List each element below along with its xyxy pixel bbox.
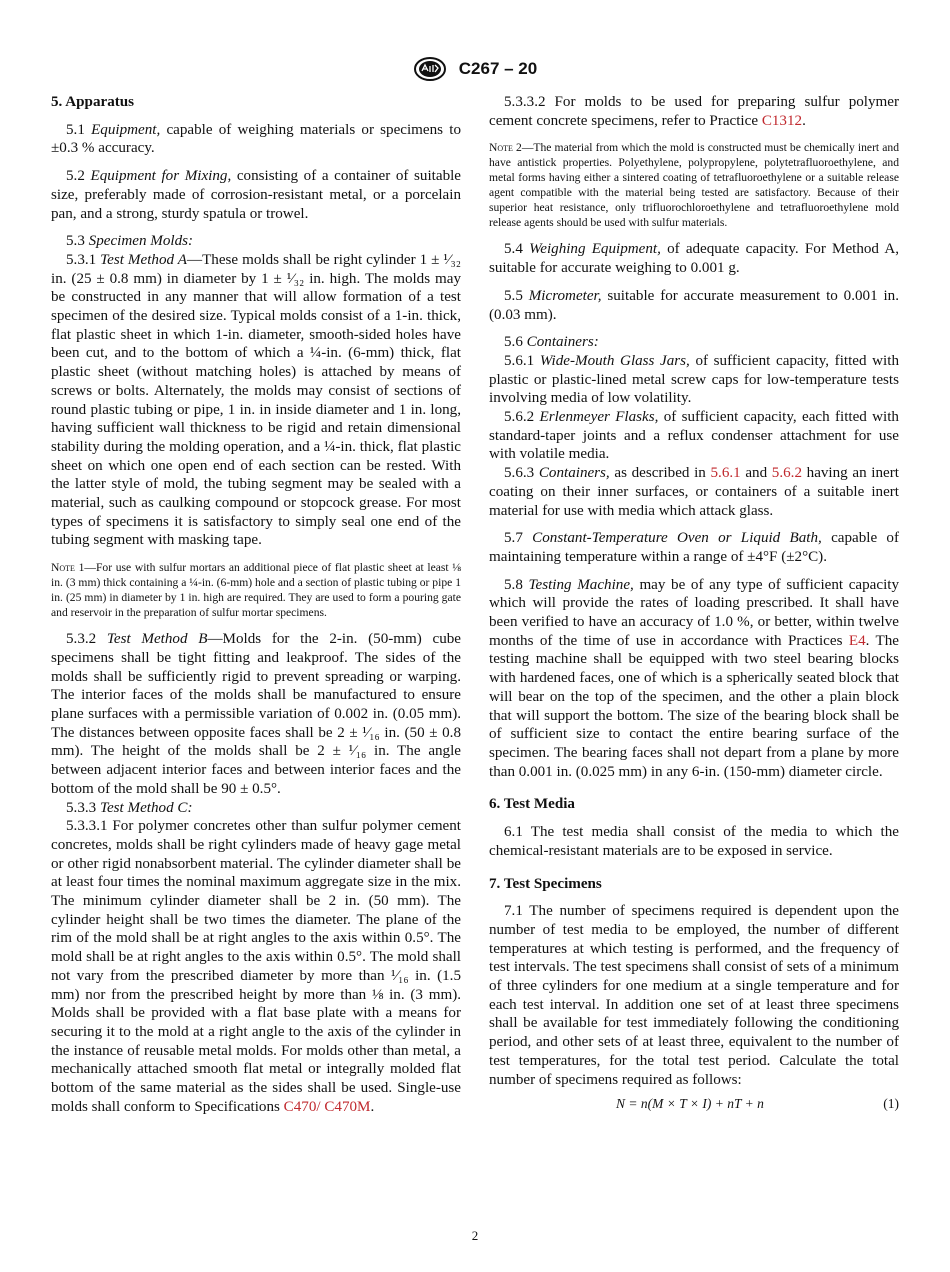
left-column (51, 93, 461, 1116)
paragraph-5-4: 5.4 Weighing Equipment, of adequate capacity. For Method A, suitable for accurate weighing to 0.001 g. (489, 241, 899, 277)
paragraph-5-1: 5.1 Equipment, capable of weighing materials or specimens to ±0.3 % accuracy. (51, 121, 461, 157)
paragraph-5-6-1: 5.6.1 Wide-Mouth Glass Jars, of sufficient capacity, fitted with plastic or plastic-lined metal screw caps for low-temperature tests involving media of low volatility. (489, 352, 899, 407)
note-1: Note 1—For use with sulfur mortars an additional piece of flat plastic sheet at least ⅛ in. (3 mm) thick containing a ¼-in. (6-mm) hole and a section of plastic tubing or pipe 1 in. (25 mm) in diameter by 1 in. high are required. They are used to form a pouring gate and reservoir in the preparation of sulfur mortar specimens. (51, 561, 461, 620)
paragraph-5-2: 5.2 Equipment for Mixing, consisting of a container of suitable size, preferably made of corrosion-resistant metal, or a porcelain pan, and a strong, sturdy spatula or trowel. (51, 168, 462, 222)
link-c470[interactable]: C470/ C470M (283, 1098, 371, 1115)
paragraph-5-6-3: 5.6.3 Containers, as described in 5.6.1 and 5.6.2 having an inert coating on their inner surfaces, or containers of a suitable inert material for use with media which attack glass. (489, 465, 899, 519)
paragraph-5-7: 5.7 Constant-Temperature Oven or Liquid Bath, capable of maintaining temperature within a range of ±4°F (±2°C). (489, 530, 899, 565)
designation: C267 – 20 (458, 59, 538, 78)
equation-formula: N = n(M × T × I) + nT + n (616, 1096, 764, 1112)
paragraph-7-1: 7.1 The number of specimens required is dependent upon the number of test media to be employed, the number of different temperatures at which testing is performed, and the frequency of test intervals. The test specimens shall consist of sets of a minimum of three cylinders for one medium at a single temperature and for each test interval. In addition one set of at least three specimens shall be available for test immediately following the conditioning period, and other sets of at least three, equivalent to the number of test temperatures, for the total test period. Calculate the total number of specimens required as follows: (489, 903, 899, 1088)
right-column (489, 93, 899, 1115)
paragraph-6-1: 6.1 The test media shall consist of the media to which the chemical-resistant materials are to be exposed in service. (489, 824, 899, 859)
paragraph-5-3-3: 5.3.3 Test Method C: (66, 799, 193, 816)
link-c1312[interactable]: C1312 (761, 112, 803, 129)
link-5-6-2[interactable]: 5.6.2 (771, 465, 802, 482)
paragraph-5-3-3-2: 5.3.3.2 For molds to be used for preparing sulfur polymer cement concrete specimens, refer to Practice C1312. (489, 94, 899, 129)
page-number: 2 (471, 1228, 479, 1243)
link-e4[interactable]: E4 (848, 632, 866, 649)
paragraph-5-3-2: 5.3.2 Test Method B—Molds for the 2-in. (50-mm) cube specimens shall be tight fitting and leakproof. The sides of the molds shall be sufficiently rigid to prevent spreading or warping. The interior faces of the molds shall be manufactured to ensure plane surfaces with a permissible variation of 0.002 in. (0.05 mm). The distances between opposite faces shall be 2 ± ¹⁄₁₆ in. (50 ± 0.8 mm). The height of the molds shall be 2 ± ¹⁄₁₆ in. The angle between adjacent interior faces and between interior faces and the bottom of the mold shall be 90 ± 0.5°. (51, 631, 461, 797)
paragraph-5-3-1: 5.3.1 Test Method A—These molds shall be right cylinder 1 ± ¹⁄₃₂ in. (25 ± 0.8 mm) in diameter by 1 ± ¹⁄₃₂ in. high. The molds may be constructed in any manner that will allow formation of a test specimen of the desired size. Typical molds consist of a 1-in. thick, flat plastic sheet in which 1-in. diameter, smooth-sided holes have been cut, and to the bottom of which a ¼-in. (6-mm) thick, flat plastic sheet (without matching holes) is attached by means of screws or bolts. Alternately, the molds may consist of sections of round plastic tubing or pipe, 1 in. in inside diameter and 1 in. long, having sufficient wall thickness to be rigid and retain dimensional stability during the molding operation, and a ¼-in. thick, flat plastic sheet on which one open end of each section can be rested. With the latter style of mold, the tubing segment may be sealed with a material, such as caulking compound or stopcock grease. For most types of specimens it is satisfactory to simply seal one end of the tubing segment with masking tape. (51, 251, 461, 549)
equation-1 (489, 1093, 899, 1115)
note-2: Note 2—The material from which the mold is constructed must be chemically inert and have antistick properties. Polyethylene, polypropylene, polytetrafluoroethylene, and metal forms having either a sintered coating of tetrafluoroethylene or a suitable release agent compatible with the material being tested are satisfactory. Because of their superior heat resistance, only trifluorochloroethylene and tetrafluoroethylene mold release agents should be used with sulfur materials. (489, 141, 899, 230)
paragraph-5-5: 5.5 Micrometer, suitable for accurate measurement to 0.001 in. (0.03 mm). (489, 287, 899, 323)
paragraph-5-6-2: 5.6.2 Erlenmeyer Flasks, of sufficient capacity, each fitted with standard-taper joints and a reflux condenser attachment for use with volatile media. (489, 409, 899, 463)
section-heading-apparatus: 5. Apparatus (51, 94, 135, 110)
equation-number: (1) (883, 1096, 899, 1112)
section-heading-test-media: 6. Test Media (489, 796, 575, 813)
paragraph-5-3: 5.3 Specimen Molds: (66, 233, 194, 250)
link-5-6-1[interactable]: 5.6.1 (710, 465, 741, 482)
paragraph-5-8: 5.8 Testing Machine, may be of any type of sufficient capacity which will provide the rates of loading prescribed. It shall have been verified to have an accuracy of 1.0 %, or better, within twelve months of the time of use in accordance with Practices E4. The testing machine shall be equipped with two steel bearing blocks with hardened faces, one of which is a spherically seated block that will bear on the top of the specimen, and the other a plain block that will support the bottom. The size of the bearing block shall be of sufficient size to contact the entire bearing surface of the specimen. The bearing faces shall not depart from a plane by more than 0.001 in. (0.025 mm) in any 6-in. (150-mm) diameter circle. (489, 576, 900, 780)
section-heading-test-specimens: 7. Test Specimens (489, 875, 602, 892)
paragraph-5-3-3-1: 5.3.3.1 For polymer concretes other than sulfur polymer cement concretes, molds shall be right cylinders made of heavy gage metal or other rigid nonabsorbent material. The cylinder diameter shall be at least four times the nominal maximum aggregate size in the mix. The minimum cylinder diameter shall be 2 in. (50 mm). The cylinder height shall be two times the diameter. The plane of the rim of the mold shall be at right angles to the axis within 0.5°. The mold shall be at right angles to the axis within 0.5°. The mold shall not vary from the prescribed diameter by more than ¹⁄₁₆ in. (1.5 mm) nor from the prescribed height by more than ⅛ in. (3 mm). Molds shall be provided with a flat base plate with a means for securing it to the mold at a right angle to the axis of the cylinder in the instance of reusable metal molds. For molds other than metal, a mechanically attached smooth flat metal or integrally molded flat bottom of the same material as the sides shall be used. Single-use molds shall conform to Specifications C470/ C470M. (51, 818, 461, 1115)
page-header (0, 56, 950, 86)
astm-logo-icon (413, 56, 447, 82)
paragraph-5-6: 5.6 Containers: (504, 334, 599, 351)
